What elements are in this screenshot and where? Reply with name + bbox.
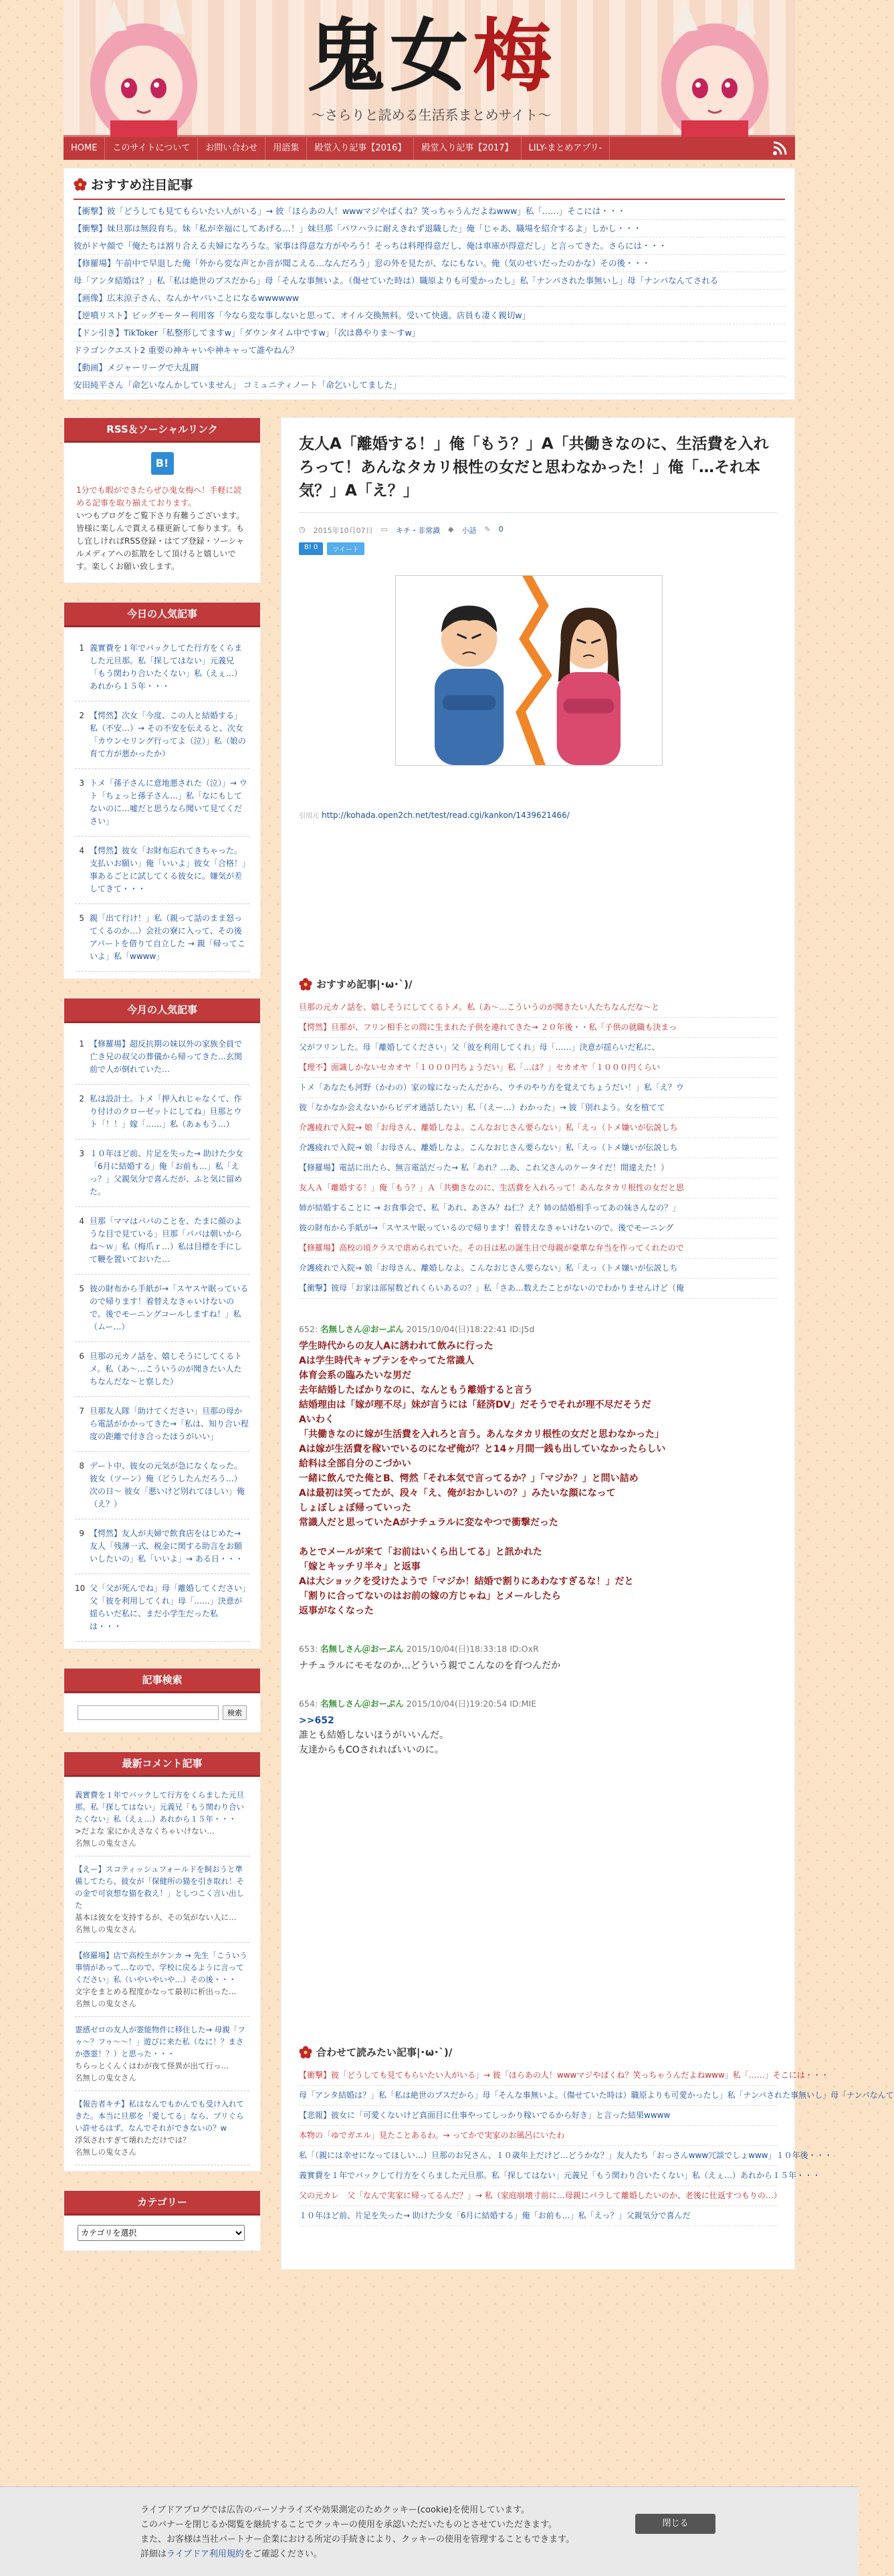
rank-number: 10 [75,1584,86,1593]
pickup-list [74,203,785,394]
recommended-link[interactable]: 【愕然】旦那が、フリン相手との間に生まれた子供を連れてきた→ ２０年後・・私「子供の就職も決まっ [299,1023,677,1032]
post-line: Aは学生時代キャプテンをやってた常識人 [299,1356,475,1366]
search-heading: 記事検索 [64,1669,260,1693]
latest-comments-heading: 最新コメント記事 [64,1752,260,1777]
post-line: Aは最初は笑ってたが、段々「え、俺がおかしいの？」みたいな顔になって [299,1488,616,1499]
post-body [299,1713,777,1757]
ranking-link[interactable]: 父「父が死んでね」母「離婚してください」父「彼を利用してくれ」母「……」決意が揺らいだ私に、まだ小学生だった私は・・・ [90,1584,247,1631]
category-heading: カテゴリー [64,2191,260,2216]
recommended-item [299,1279,777,1299]
post-date: 2015/10/04(日)18:22:41 ID:J5d [406,1324,535,1334]
plum-flower-icon [74,178,87,191]
post-line: 返事がなくなった [299,1606,374,1616]
ranking-link[interactable]: 私は設計士。トメ「押入れじゃなくて、作り付けのクローゼットにしてね」旦那とウト「！！」嫁「……」私（あぁもう…） [90,1094,242,1129]
comment-excerpt: 浮気されすぎて壊れただけでは？ [75,2135,191,2145]
comment-item [75,1782,249,1856]
ranking-link[interactable]: デート中、彼女の元気が急になくなった。彼女（ツーン）俺（どうしたんだろう…）次の日～ 彼女「悪いけど別れてほしい」俺（え？） [90,1461,245,1509]
comment-item [75,2017,249,2091]
article-category[interactable]: キチ・非常識 [396,526,441,535]
pickup-item [74,342,785,359]
comment-item [75,1856,249,1943]
recommended-item [299,2086,894,2106]
recommended-item [299,1158,777,1178]
category-box [64,2190,261,2251]
recommended-link[interactable]: トメ「あなたも河野（かわの）家の嫁になったんだから、ウチのやり方を覚えてちょうだい！」私「え？ウ [299,1083,684,1092]
recommended-item [299,2106,777,2126]
nav-lily-app[interactable]: LILY-まとめアプリ- [522,137,610,160]
article-comment-count[interactable]: 0 [498,525,504,534]
recommended-link[interactable]: 【衝撃】彼母「お家は部屋数どれくらいあるの？」私「さあ…数えたことがないのでわかりませんけど（俺 [299,1283,685,1293]
comment-article-link[interactable]: 義實費を１年でバックして行方をくらました元旦那。私「探してはない」元義兄「もう関わり合いたくない」私（えぇ…）あれから１５年・・・ [75,1790,244,1824]
global-nav [64,137,795,160]
post-body [299,1339,777,1618]
post-author: 名無しさん＠おーぷん [320,1324,404,1334]
article [281,417,894,2270]
ranking-item [75,1085,249,1140]
pickup-link[interactable]: 彼がドヤ顔で「俺たちは割り合える夫婦になろうな。家事は得意な方がやろう！そっちは料理得意だし、俺は車庫が得意だし」と言ってきた。さらには・・・ [74,241,667,251]
rank-number: 2 [79,1094,84,1103]
post-line: 誰とも結婚しないほうがいいんだ。 [299,1730,449,1741]
ranking-item [75,634,249,702]
rank-number: 1 [79,1039,84,1049]
recommended-heading: おすすめ記事|･ω･`)/ [316,978,413,990]
recommended-item [299,1138,777,1158]
latest-comments-box [64,1751,261,2171]
mascot-left-image [64,0,224,137]
post-line: 「嫁とキッチリ半々」と返事 [299,1562,421,1572]
post-line: 学生時代からの友人Aに誘われて飲みに行った [299,1341,493,1352]
nav-contact[interactable]: お問い合わせ [198,137,265,160]
post-header: 654: 名無しさん＠おーぷん 2015/10/04(日)19:20:54 ID:MIE [299,1699,537,1709]
recommended-item [299,2146,832,2166]
ranking-item [75,1207,249,1275]
pickup-item [74,255,785,272]
mascot-right-image [635,0,795,137]
post-line: 去年結婚したばかりなのに、なんともう離婚すると言う [299,1385,533,1396]
thread-post [299,1323,777,1618]
rss-social-heading: RSS＆ソーシャルリンク [64,418,260,443]
ranking-link[interactable]: １０年ほど前、片足を失った→ 助けた少女「6月に結婚する」俺「お前も…」私「えっ？」父親気分で喜んだが、ふと気に留めた。 [90,1149,243,1196]
recommended-link[interactable]: 私「（親には幸せになってほしい…）旦那のお兄さん、１０歳年上だけど…どうかな？」友人たち「おっさんwww冗談でしょwww」１０年後・・・ [299,2151,832,2160]
ranking-item [75,1397,249,1452]
post-line: 友達からもCOされればいいのに。 [299,1745,444,1755]
comment-excerpt: >だよな 家にかえさなくちゃいけない… [75,1826,215,1836]
recommended-item [299,1038,777,1058]
ranking-item [75,1275,249,1342]
pickup-link[interactable]: 【衝撃】彼「どうしても見てもらいたい人がいる」→ 彼「ほらあの人！wwwマジやばくね？笑っちゃうんだよねwww」私「……」そこには・・・ [74,206,626,216]
pickup-item [74,237,785,255]
today-ranking-box [64,602,261,979]
recommended-link[interactable]: 友人Ａ「離婚する！」俺「もう？」Ａ「共働きなのに、生活費を入れろって！あんなタカリ根性の女だと思 [299,1183,685,1192]
cookie-line-2: このバナーを閉じるか閲覧を継続することでクッキーの使用を承認いただいたものとさせていただきます。 [140,2520,557,2530]
rank-number: 6 [79,1352,84,1361]
month-ranking-box [64,998,261,1649]
recommended-link[interactable]: 【衝撃】彼「どうしても見てもらいたい人がいる」→ 彼「ほらあの人！wwwマジやばくね？笑っちゃうんだよねwww」私「……」そこには・・・ [299,2070,829,2080]
pickup-link[interactable]: ドラゴンクエスト2 重要の神キャいや神キャって誰やねん？ [74,345,299,355]
post-line: しょぼしょぼ帰っていった [299,1503,411,1513]
recommended-link[interactable]: 介護疲れで入院→ 娘「お母さん、離婚しなよ。こんなおじさん要らない」私「えっ（トメ嫌いが伝説しち [299,1123,678,1132]
category-select[interactable] [78,2225,245,2241]
post-line: Aいわく [299,1414,334,1425]
share-buttons [299,542,777,555]
nav-hall-2016[interactable]: 殿堂入り記事【2016】 [307,137,414,160]
tag-icon: ◆ [448,525,454,534]
rank-number: 9 [79,1529,84,1538]
recommended-link[interactable]: 姉が結婚することに → お食事会で、私「あれ、あさみ？ね仁？え？姉の結婚相手ってあの妹さんなの？」 [299,1203,681,1212]
pickup-link[interactable]: 【修羅場】午前中で早退した俺「外から変な声とか音が聞こえる…なんだろう」窓の外を見たが、なにもない。俺（気のせいだったのかな）その後・・・ [74,258,651,268]
folder-icon: ▭ [380,525,388,534]
post-number: 654 [299,1699,315,1709]
month-ranking-list [64,1023,260,1648]
latest-comments-list [64,1777,260,2171]
ranking-item [75,837,249,904]
ranking-item [75,904,249,972]
recommended-item [299,1239,777,1259]
site-header [64,0,795,137]
site-subtitle: ～さらりと読める生活系まとめサイト～ [311,107,552,123]
source-label: 引用元 [299,813,319,820]
rank-number: 1 [79,643,84,653]
ranking-link[interactable]: 旦那友人隊「助けてください」旦那の母から電話がかかってきた→「私は、知り合い程度の距離で付き合ったほうがいい」 [90,1406,249,1441]
recommended-item [299,2206,777,2226]
pickup-section [64,168,795,400]
recommended-item [299,1178,777,1198]
page [64,0,894,2270]
pickup-link[interactable]: 安田純平さん「命乞いなんかしていません」 コミュニティノート「命乞いしてました」 [74,380,401,390]
post-line: 常識人だと思っていたAがナチュラルに変なやつで衝撃だった [299,1517,558,1528]
plum-flower-icon [299,978,312,991]
post-author: 名無しさん＠おーぷん [320,1699,404,1709]
comment-excerpt: 文字をまとめる程度かなって最初に析出った… [75,1987,237,1996]
ranking-link[interactable]: 【愕然】彼女「お財布忘れてきちゃった。支払いお願い」俺「いいよ」彼女「合格！」事あるごとに試してくる彼女に。嫌気が差してきて・・・ [90,846,247,893]
post-line: 一緒に飲んでた俺とB、愕然「それ本気で言ってるか？」「マジか？」と問い詰め [299,1473,639,1484]
ranking-item [75,769,249,837]
post-line: Aは嫁が生活費を稼いでいるのになぜ俺が？と14ヶ月間一銭も出していなかったらしい [299,1444,666,1455]
rank-number: 3 [79,1149,84,1158]
post-line [299,1530,777,1545]
recommended-item [299,1198,777,1218]
pickup-item [74,272,785,290]
post-header: 653: 名無しさん＠おーぷん 2015/10/04(日)18:33:18 ID:OxR [299,1644,539,1654]
recommended-link[interactable]: 【理不】面識しかないセカオヤ「１０００円ちょうだい」私「…は？」セカオヤ「１０００円くらい [299,1063,661,1072]
comment-article-link[interactable]: 【えー】スコティッシュフォールドを飼おうと準備してたら、彼女が「保健所の猫を引き取れ！その金で可哀想な猫を救え！」としつこく言い出した [75,1864,244,1910]
nav-glossary[interactable]: 用語集 [265,137,307,160]
recommended-item [299,1078,777,1098]
article-meta [299,525,777,536]
recommended-link[interactable]: １０年ほど前、片足を失った→ 助けた少女「6月に結婚する」俺「お前も…」私「えっ？」父親気分で喜んだ [299,2211,691,2220]
comment-author: 名無しの鬼女さん [75,1838,136,1848]
rank-number: 5 [79,1284,84,1293]
pickup-item [74,220,785,237]
rank-number: 4 [79,846,84,855]
pickup-item [74,203,785,220]
search-box [64,1668,261,1733]
rss-body: いつもブログをご覧下さり有難うございます。皆様に楽しんで貰える様更新して参ります。もし宜しければRSS登録・はてブ登録・ソーシャルメディアへの拡散をして頂けると嬉しいです。楽しくお願い致します。 [76,511,245,571]
post-line: 結婚理由は「嫁が理不尽」妹が言うには「経済DV」だそうでそれが理不尽だそうだ [299,1400,651,1410]
comment-author: 名無しの鬼女さん [75,2073,136,2082]
ranking-item [75,1342,249,1397]
recommended-item [299,998,777,1018]
rss-icon[interactable] [772,141,787,156]
today-ranking-heading: 今日の人気記事 [64,603,260,627]
post-line: あとでメールが来て「お前はいくら出してる」と訊かれた [299,1547,542,1558]
pickup-item [74,377,785,394]
ranking-link[interactable]: 親「出て行け！」私（親って話のまま怒ってくるのか…）会社の寮に入って、その後アパートを借りて自立した → 親「帰ってこいよ」私「wwww」 [90,914,245,961]
thread-post [299,1642,777,1673]
ranking-link[interactable]: 義實費を１年でバックしてた行方をくらました元旦那。私「探してはない」元義兄「もう関わり合いたくない」私（えぇ…）あれから１５年・・・ [90,643,243,691]
pickup-item [74,324,785,342]
thread-post [299,1697,777,1757]
comment-author: 名無しの鬼女さん [75,1999,136,2008]
post-line: 給料は全部自分のこづかい [299,1459,411,1469]
nav-home[interactable]: HOME [64,137,105,160]
post-line: ナチュラルにモモなのか…どういう親でこんなのを育つんだか [299,1660,561,1671]
quarrel-couple-illustration [395,575,663,766]
post-number: 653 [299,1644,315,1654]
logo-title-accent: 梅 [473,9,556,102]
pickup-link[interactable]: 【画像】広末涼子さん、なんかヤバいことになるwwwwww [74,293,300,303]
pickup-link[interactable]: 【衝撃】妹旦那は無段育ち。妹「私が幸福にしてあげる…！」妹旦那「パワハラに耐えきれず退職した」俺「じゃあ、職場を紹介するよ」しかし・・・ [74,223,642,233]
recommended-item [299,2066,829,2086]
post-line: 「共働きなのに嫁が生活費を入れろと言う。あんなタカリ根性の女だと思わなかった」 [299,1429,664,1440]
cookie-close-button[interactable]: 閉じる [635,2514,715,2534]
nav-hall-2017[interactable]: 殿堂入り記事【2017】 [414,137,521,160]
rank-number: 5 [79,914,84,923]
pickup-link[interactable]: 【動画】メジャーリーグで大乱闘 [74,362,199,372]
recommended-link[interactable]: 介護疲れで入院→ 娘「お母さん、離婚しなよ。こんなおじさん要らない」私「えっ（トメ嫌いが伝説しち [299,1263,678,1273]
rank-number: 7 [79,1406,84,1416]
recommended-link[interactable]: 旦那の元カノ話を、嬉しそうにしてくるトメ。私（あ～…こういうのが聞きたい人たちなんだな～と [299,1002,660,1012]
rss-lead: 1分でも暇ができたらぜひ鬼女梅へ！手軽に読める記事を取り揃えております。 [76,486,242,508]
recommended-link[interactable]: 介護疲れで入院→ 娘「お母さん、離婚しなよ。こんなおじさん要らない」私「えっ（トメ嫌いが伝説しち [299,1143,678,1152]
terms-link[interactable]: ライブドア利用規約 [166,2549,244,2559]
related-heading: 合わせて読みたい記事|･ω･`)/ [316,2046,453,2058]
comment-item [75,2091,249,2165]
comment-article-link[interactable]: 霊感ゼロの友人が霊能物件に移住した→ 母親「フゥ～？フゥ～～！」遊びに来た私（なに！？まさか憑霊！？）と思った・・・ [75,2025,245,2058]
recommended-item [299,2186,782,2206]
recommended-link[interactable]: 【修羅場】高校の頃クラスで虐められていた。その日は私の誕生日で母親が豪華な弁当を作ってくれたので [299,1243,684,1253]
ranking-link[interactable]: 【愕然】次女「今度、この人と結婚する」私（不安…）→ その不安を伝えると、次女「カウンセリング行ってよ（泣）」私（娘の育て方が悪かったか） [90,711,246,758]
recommended-link[interactable]: 義實費を１年でバックして行方をくらました元旦那。私「探してはない」元義兄「もう関わり合いたくない」私（えぇ…）あれから１５年・・・ [299,2171,821,2180]
ranking-link[interactable]: 【修羅場】超反抗期の妹以外の家族全員で亡き兄の叔父の葬儀から帰ってきた…玄関前で人が倒れていた… [90,1039,243,1074]
cookie-line-3: また、お客様は当社パートナー企業における所定の手続きにより、クッキーの使用を管理することもできます。 [140,2535,574,2545]
comment-article-link[interactable]: 【修羅場】店で高校生がケンカ → 先生「こういう事情があって…なので、学校に戻るように言ってください」私（いやいやいや…）その後・・・ [75,1951,247,1984]
site-logo[interactable] [257,9,605,124]
recommended-link[interactable]: 【悲報】彼女に「可愛くないけど真面目に仕事やってしっかり稼いでるから好き」と言った結果wwww [299,2111,671,2120]
ranking-item [75,1140,249,1207]
recommended-link[interactable]: 彼「なかなか会えないからビデオ通話したい」私「（えー…）わかった」→ 彼「別れよう。女を植てて [299,1103,665,1112]
pickup-item [74,307,785,324]
recommended-item [299,1018,777,1038]
ranking-item [75,702,249,769]
recommended-link[interactable]: 彼の財布から手紙が→「スヤスヤ眠っているので帰ります！着替えなきゃいけないので。後でモーニング [299,1223,674,1232]
ranking-link[interactable]: 旦那の元カノ話を、嬉しそうにしてくるトメ。私（あ～…こういうのが聞きたい人たちなんだな～と察した） [90,1352,243,1386]
recommended-item [299,2166,821,2186]
search-button[interactable]: 検索 [223,1705,247,1720]
post-body [299,1658,777,1673]
hatena-bookmark-icon[interactable]: B! [151,452,174,475]
pickup-link[interactable]: 母「アンタ結婚は？」私「私は絶世のブスだから」母「そんな事無いよ。（傷せていた時は）職原よりも可愛かったし」私「ナンパされた事無いし」母「ナンパなんてされる [74,276,719,286]
article-title: 友人A「離婚する！」俺「もう？」A「共働きなのに、生活費を入れろって！あんなタカリ根性の女だと思わなかった！」俺「…それ本気？」A「え？」 [299,433,777,513]
article-tag[interactable]: 小話 [461,526,477,535]
recommended-link[interactable]: 母「アンタ結婚は？」私「私は絶世のブスだから」母「そんな事無いよ。（傷せていた時は）職原よりも可愛かったし」私「ナンパされた事無いし」母「ナンパなんて [299,2090,894,2100]
rank-number: 3 [79,778,84,788]
ranking-link[interactable]: 旦那「ママはパパのことを、たまに顔のような目で見ている」旦那「パパは朝いからね～ｗ」私（梅爪ｒ…）私は目標を手にして鞭を置いておいた… [90,1216,243,1264]
post-author: 名無しさん＠おーぷん [320,1644,404,1654]
ranking-link[interactable]: 【愕然】友人が夫婦で飲食店をはじめた→ 友人「残薄一式、税金に関する助言をお願いしたいの」私「いいよ」→ ある日・・・ [90,1529,243,1564]
ranking-item [75,1574,249,1642]
comment-author: 名無しの鬼女さん [75,2147,136,2157]
rank-number: 2 [79,711,84,720]
post-line: 「割りに合ってないのはお前の嫁の方じゃね」とメールしたら [299,1591,561,1602]
post-anchor[interactable]: >>652 [299,1715,334,1726]
comment-article-link[interactable]: 【報告者キチ】私はなんでもかんでも受け入れてきた。本当に旦那を「愛してる」なら、プリぐらい許せるはず。なんでそれができないの？w [75,2099,244,2133]
recommended-list [299,998,777,1299]
recommended-link[interactable]: 父の元カレ 父「なんで実家に帰ってるんだ？」→ 私（家庭崩壊寸前に…母親にバラして離婚したいのか、老後に仕返すつもりの…） [299,2191,782,2200]
comment-icon: ✎ [484,525,491,534]
hatena-share-button[interactable]: B! 0 [299,542,323,555]
rank-number: 8 [79,1461,84,1471]
pickup-item [74,359,785,377]
rss-social-box [64,417,261,583]
plum-flower-icon [299,2046,312,2059]
post-date: 2015/10/04(日)19:20:54 ID:MIE [406,1699,537,1709]
cookie-banner: ライブドアブログでは広告のパーソナライズや効果測定のためクッキー(cookie)を使用しています。 このバナーを閉じるか閲覧を継続することでクッキーの使用を承認いただいたものとさせていただきます。 また、お客様は当社パートナー企業における所定の手続きにより、クッキーの使用を管理することもできます。 詳細はライブドア利用規約をご確認ください。 閉じる [0,2486,859,2576]
recommended-item [299,1218,777,1239]
recommended-item [299,1118,777,1138]
ranking-link[interactable]: 彼の財布から手紙が→「スヤスヤ眠っているので帰ります！着替えなきゃいけないので。後でモーニングコールしますね！」私（ムー…） [90,1284,249,1331]
pickup-link[interactable]: 【逆噴リスト】ビッグモーター利用客「今なら変な事しないと思って、オイル交換無料。受いて快適。店員も凄く親切w」 [74,310,531,320]
post-line: 体育会系の臨みたいな男だ [299,1370,411,1381]
article-date: 2015年10月07日 [313,526,373,535]
comment-author: 名無しの鬼女さん [75,1925,136,1934]
comment-excerpt: ちらっとくんくはわが夜て怪異が出て行っ… [75,2061,229,2070]
month-ranking-heading: 今月の人気記事 [64,998,260,1023]
recommended-link[interactable]: 本物の「ゆでガエル」見たことあるわ。→ ってかで実家のお風呂にいたわ [299,2131,565,2140]
pickup-heading: おすすめ注目記事 [91,178,193,193]
cookie-line-1: ライブドアブログでは広告のパーソナライズや効果測定のためクッキー(cookie)を使用しています。 [140,2505,530,2515]
post-date: 2015/10/04(日)18:33:18 ID:OxR [406,1644,539,1654]
post-line: Aは大ショックを受けたようで「マジか！結婚で割りにあわなすぎるな！」だと [299,1576,634,1587]
thread-posts [299,1323,777,1757]
clock-icon: ◷ [299,525,306,534]
related-list [299,2066,894,2226]
post-number: 652 [299,1324,315,1334]
recommended-link[interactable]: 【修羅場】電話に出たら、無言電話だった→ 私「あれ？…あ、これ父さんのケータイだ！間違えた！） [299,1163,669,1172]
logo-title: 鬼女 [306,9,473,102]
tweet-button[interactable]: ツイート [327,542,364,555]
ranking-item [75,1519,249,1574]
sidebar [64,417,261,2270]
recommended-link[interactable]: 父がフリンした。母「離婚してください」父「彼を利用してくれ」母「……」決意が揺らいだ私に、 [299,1043,660,1052]
recommended-item [299,1098,777,1118]
comment-item [75,1943,249,2017]
recommended-item [299,1259,777,1279]
nav-about[interactable]: このサイトについて [105,137,198,160]
post-header: 652: 名無しさん＠おーぷん 2015/10/04(日)18:22:41 ID:J5d [299,1324,535,1334]
ranking-item [75,1452,249,1519]
source-link[interactable]: 引用元 http://kohada.open2ch.net/test/read.cgi/kankon/1439621466/ [299,811,570,820]
ranking-item [75,1030,249,1085]
recommended-item [299,2126,777,2146]
rank-number: 4 [79,1216,84,1226]
ranking-link[interactable]: トメ「孫子さんに意地悪された（泣）」→ ウト「ちょっと孫子さん…」私「なにもしてないのに…嘘だと思うなら聞いて見てください」 [90,778,247,826]
pickup-item [74,290,785,307]
today-ranking-list [64,627,260,978]
pickup-link[interactable]: 【ドン引き】TikToker「私整形してますw」「ダウンタイム中ですw」「次は鼻やりま～すw」 [74,328,421,338]
search-input[interactable] [78,1705,219,1720]
recommended-item [299,1058,777,1078]
comment-excerpt: 基本は彼女を支持するが、その気がない人に… [75,1913,237,1922]
